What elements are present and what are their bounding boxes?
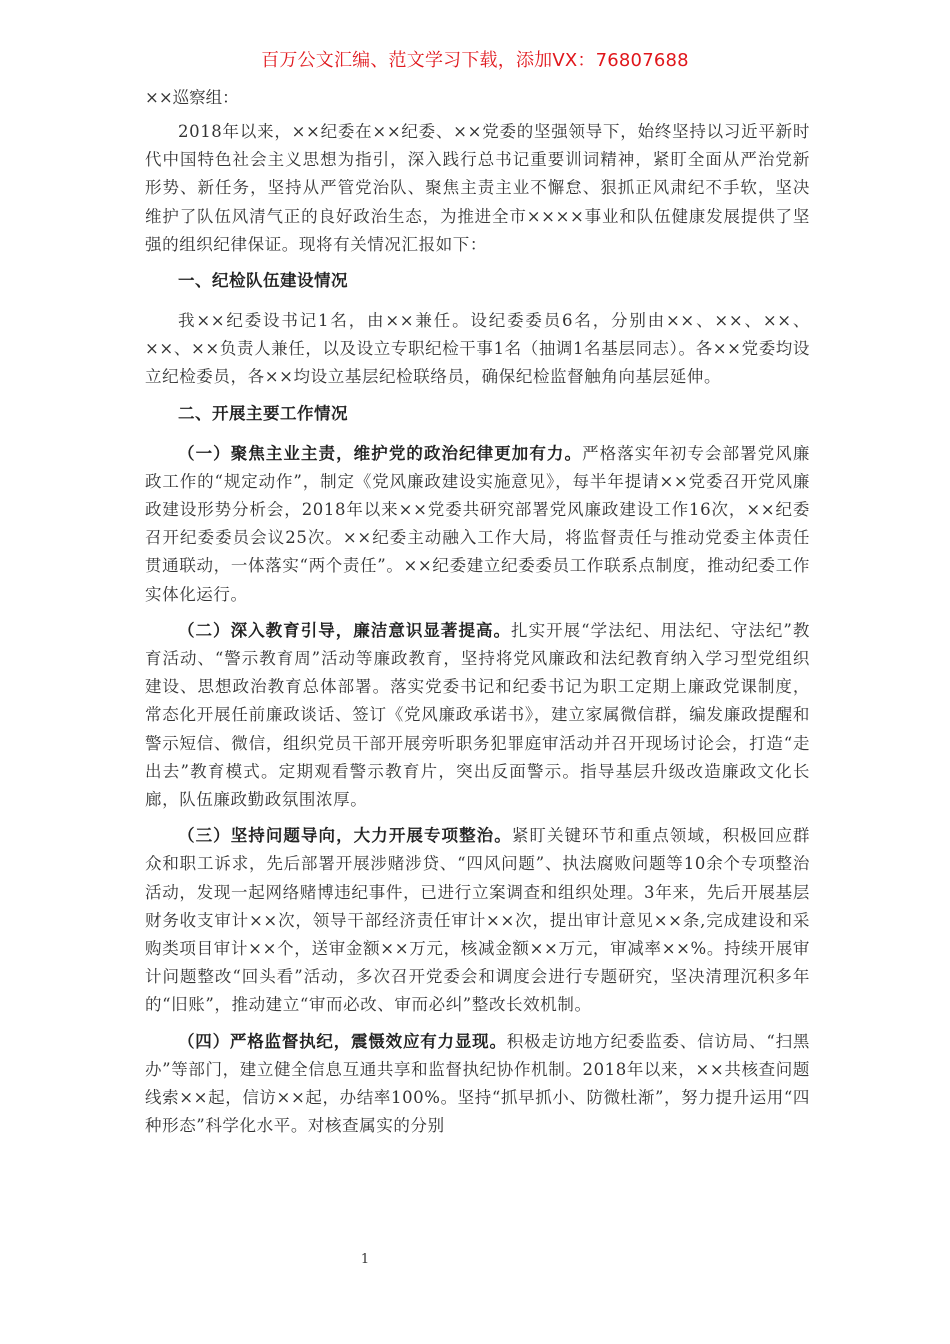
work-item-3 bbox=[145, 822, 810, 1019]
page-number: 1 bbox=[360, 1252, 370, 1267]
work-item-3-body: 紧盯关键环节和重点领域，积极回应群众和职工诉求，先后部署开展涉赌涉贷、“四风问题”、执法腐败问题等10余个专项整治活动，发现一起网络赌博违纪事件，已进行立案调查和组织处理。3年来，先后开展基层财务收支审计××次，领导干部经济责任审计××次，提出审计意见××条,完成建设和采购类项目审计××个，送审金额××万元，核减金额××万元，审减率××%。持续开展审计问题整改“回头看”活动，多次召开党委会和调度会进行专题研究，坚决清理沉积多年的“旧账”，推动建立“审而必改、审而必纠”整改长效机制。 bbox=[145, 826, 811, 1015]
work-item-1 bbox=[145, 440, 810, 609]
work-item-3-lead: （三）坚持问题导向，大力开展专项整治。 bbox=[178, 826, 512, 846]
work-item-2-body: 扎实开展“学法纪、用法纪、守法纪”教育活动、“警示教育周”活动等廉政教育，坚持将党风廉政和法纪教育纳入学习型党组织建设、思想政治教育总体部署。落实党委书记和纪委书记为职工定期上廉政党课制度，常态化开展任前廉政谈话、签订《党风廉政承诺书》，建立家属微信群，编发廉政提醒和警示短信、微信，组织党员干部开展旁听职务犯罪庭审活动并召开现场讨论会，打造“走出去”教育模式。定期观看警示教育片，突出反面警示。指导基层升级改造廉政文化长廊，队伍廉政勤政氛围浓厚。 bbox=[145, 620, 811, 810]
work-item-4-lead: （四）严格监督执纪，震慑效应有力显现。 bbox=[178, 1031, 507, 1051]
document-page bbox=[145, 84, 810, 1149]
work-item-2 bbox=[145, 617, 810, 814]
work-item-1-lead: （一）聚焦主业主责，维护党的政治纪律更加有力。 bbox=[178, 443, 583, 463]
section-heading-2: 二、开展主要工作情况 bbox=[178, 403, 348, 423]
section-heading-1: 一、纪检队伍建设情况 bbox=[178, 271, 348, 291]
work-item-4 bbox=[145, 1028, 810, 1141]
watermark-banner: 百万公文汇编、范文学习下载，添加VX：76807688 bbox=[261, 50, 689, 71]
intro-paragraph: 2018年以来，××纪委在××纪委、××党委的坚强领导下，始终坚持以习近平新时代中国特色社会主义思想为指引，深入践行总书记重要训词精神，紧盯全面从严治党新形势、新任务，坚持从严管党治队、聚焦主责主业不懈怠、狠抓正风肃纪不手软，坚决维护了队伍风清气正的良好政治生态，为推进全市××××事业和队伍健康发展提供了坚强的组织纪律保证。现将有关情况汇报如下： bbox=[145, 122, 810, 254]
work-item-2-lead: （二）深入教育引导，廉洁意识显著提高。 bbox=[178, 620, 512, 640]
work-item-4-body: 积极走访地方纪委监委、信访局、“扫黑办”等部门，建立健全信息互通共享和监督执纪协作机制。2018年以来，××共核查问题线索××起，信访××起，办结率100%。坚持“抓早抓小、防微杜渐”，努力提升运用“四种形态”科学化水平。对核查属实的分别 bbox=[145, 1031, 810, 1136]
section-1-body: 我××纪委设书记1名，由××兼任。设纪委委员6名，分别由××、××、××、××、××负责人兼任，以及设立专职纪检干事1名（抽调1名基层同志）。各××党委均设立纪检委员，各××均设立基层纪检联络员，确保纪检监督触角向基层延伸。 bbox=[145, 311, 810, 387]
salutation: ××巡察组： bbox=[145, 88, 239, 107]
work-item-1-body: 严格落实年初专会部署党风廉政工作的“规定动作”，制定《党风廉政建设实施意见》，每半年提请××党委召开党风廉政建设形势分析会，2018年以来××党委共研究部署党风廉政建设工作16次，××纪委召开纪委委员会议25次。××纪委主动融入工作大局，将监督责任与推动党委主体责任贯通联动，一体落实“两个责任”。××纪委建立纪委委员工作联系点制度，推动纪委工作实体化运行。 bbox=[145, 443, 810, 604]
